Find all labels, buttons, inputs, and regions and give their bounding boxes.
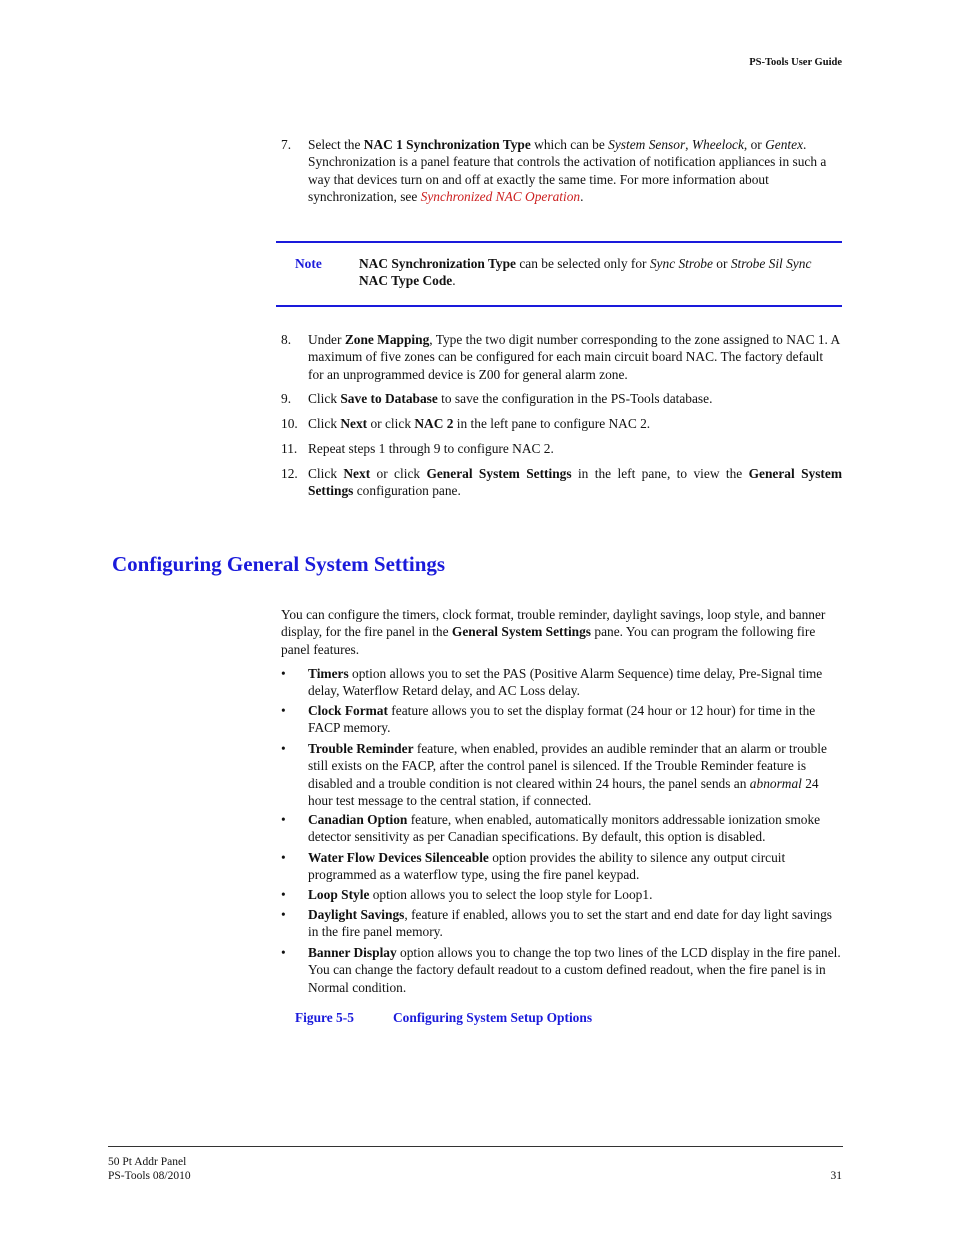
italic-term: Strobe Sil Sync [730, 256, 812, 271]
cross-reference-link[interactable]: Synchronized NAC Operation [420, 189, 581, 205]
bold-term: NAC Type Code [359, 273, 453, 289]
header-title: PS-Tools User Guide [749, 57, 842, 68]
text-run: . [580, 189, 584, 205]
bullet-text [308, 886, 842, 903]
step-number: 10. [281, 416, 298, 431]
bullet-marker: • [281, 666, 286, 681]
bold-term: Timers [308, 666, 349, 681]
bold-term: Water Flow Devices Silenceable [308, 850, 489, 865]
text-run: feature, when enabled, provides an audible reminder that an alarm or trouble still exists on the FACP, after the control panel is silenced. If the Trouble Reminder feature is disabled and a trouble condition is not cleared within 24 hours, the panel sends an [308, 741, 827, 791]
step-number: 9. [281, 391, 292, 406]
text-run: or [712, 256, 731, 271]
step-text [308, 465, 842, 500]
page-number: 31 [830, 1170, 842, 1182]
bold-term: Next [340, 416, 368, 431]
figure-caption: Configuring System Setup Options [393, 1010, 593, 1025]
text-run: Click [308, 466, 344, 481]
step-number: 7. [281, 137, 292, 152]
bold-term: General System Settings [308, 466, 842, 499]
step-number: 8. [281, 332, 292, 347]
step-number: 11. [281, 441, 298, 456]
footer-product: 50 Pt Addr Panel [108, 1156, 187, 1168]
bullet-text [308, 702, 842, 737]
step-text [308, 415, 842, 432]
bullet-text [308, 906, 842, 941]
bold-term: Daylight Savings [308, 907, 405, 922]
text-run: configuration pane. [353, 483, 461, 499]
bold-term: Trouble Reminder [308, 741, 414, 756]
text-run: , or [743, 137, 766, 152]
figure-number: Figure 5-5 [295, 1010, 354, 1025]
step-text [308, 136, 842, 206]
bold-term: General System Settings [451, 624, 592, 640]
bold-term: Loop Style [308, 887, 370, 902]
text-run: option allows you to select the loop style for Loop1. [369, 887, 653, 902]
text-run: Repeat steps 1 through 9 to configure NAC 2. [308, 441, 554, 456]
bullet-marker: • [281, 812, 286, 827]
bullet-text [308, 740, 842, 810]
text-run: or click [367, 416, 415, 431]
text-run: which can be [530, 137, 609, 152]
bold-term: NAC Synchronization Type [359, 256, 516, 271]
text-run: You can configure the timers, clock format, trouble reminder, daylight savings, loop style, and banner display, for the fire panel in the [281, 607, 826, 640]
bullet-marker: • [281, 945, 286, 960]
italic-term: Sync Strobe [649, 256, 713, 271]
note-label: Note [295, 256, 322, 271]
italic-term: Wheelock [691, 137, 744, 152]
text-run: . [452, 273, 456, 289]
text-run: pane. You can program the following fire panel features. [281, 624, 816, 657]
note-bottom-rule [276, 305, 842, 307]
bold-term: NAC 1 Synchronization Type [363, 137, 531, 152]
note-text [359, 255, 841, 290]
bold-term: Zone Mapping [344, 332, 430, 347]
footer-rule [108, 1146, 843, 1147]
intro-paragraph [281, 606, 842, 658]
text-run: Under [308, 332, 345, 347]
step-number: 12. [281, 466, 298, 481]
bold-term: Save to Database [340, 391, 438, 406]
text-run: Select the [308, 137, 364, 152]
text-run: option allows you to change the top two lines of the LCD display in the fire panel. You can change the factory default readout to a custom defined readout, when the fire panel is in Normal condition. [308, 945, 841, 995]
italic-term: abnormal [749, 775, 802, 791]
note-top-rule [276, 241, 842, 243]
bold-term: NAC 2 [414, 416, 454, 431]
text-run: , [685, 137, 692, 152]
text-run: Click [308, 416, 341, 431]
step-text [308, 390, 842, 407]
text-run: feature, when enabled, automatically monitors addressable ionization smoke detector sensitivity as per Canadian specifications. By default, this option is disabled. [308, 812, 821, 845]
bold-term: General System Settings [426, 466, 572, 481]
bullet-marker: • [281, 741, 286, 756]
text-run: or click [370, 466, 427, 481]
bullet-text [308, 944, 842, 996]
text-run: option allows you to set the PAS (Positive Alarm Sequence) time delay, Pre-Signal time delay, Waterflow Retard delay, and AC Loss delay. [308, 666, 823, 699]
bullet-marker: • [281, 703, 286, 718]
italic-term: System Sensor [608, 137, 686, 152]
text-run: . Synchronization is a panel feature that controls the activation of notification appliances in such a way that devices turn on and off at exactly the same time. For more information about synchronization, see [308, 137, 827, 205]
text-run: , feature if enabled, allows you to set the start and end date for day light savings in the fire panel memory. [308, 907, 833, 940]
bold-term: Next [343, 466, 371, 481]
bullet-text [308, 849, 842, 884]
text-run: in the left pane, to view the [571, 466, 749, 481]
italic-term: Gentex [765, 137, 804, 152]
section-heading: Configuring General System Settings [112, 552, 446, 576]
bold-term: Banner Display [308, 945, 397, 960]
text-run: to save the configuration in the PS-Tools database. [437, 391, 713, 406]
footer-doc-date: PS-Tools 08/2010 [108, 1170, 191, 1182]
bold-term: Clock Format [308, 703, 388, 718]
text-run: can be selected only for [516, 256, 650, 271]
bullet-marker: • [281, 907, 286, 922]
bullet-marker: • [281, 850, 286, 865]
text-run: option provides the ability to silence any output circuit programmed as a waterflow type, using the fire panel keypad. [308, 850, 786, 883]
text-run: Click [308, 391, 341, 406]
text-run: feature allows you to set the display format (24 hour or 12 hour) for time in the FACP memory. [308, 703, 816, 736]
bullet-text [308, 665, 842, 700]
bold-term: Canadian Option [308, 812, 408, 827]
text-run: , Type the two digit number corresponding to the zone assigned to NAC 1. A maximum of five zones can be configured for each main circuit board NAC. The factory default for an unprogrammed device is Z00 for general alarm zone. [308, 332, 840, 382]
text-run: 24 hour test message to the central station, if connected. [308, 775, 819, 809]
step-text [308, 331, 842, 383]
bullet-marker: • [281, 887, 286, 902]
step-text [308, 440, 842, 457]
text-run: in the left pane to configure NAC 2. [453, 416, 651, 431]
bullet-text [308, 811, 842, 846]
